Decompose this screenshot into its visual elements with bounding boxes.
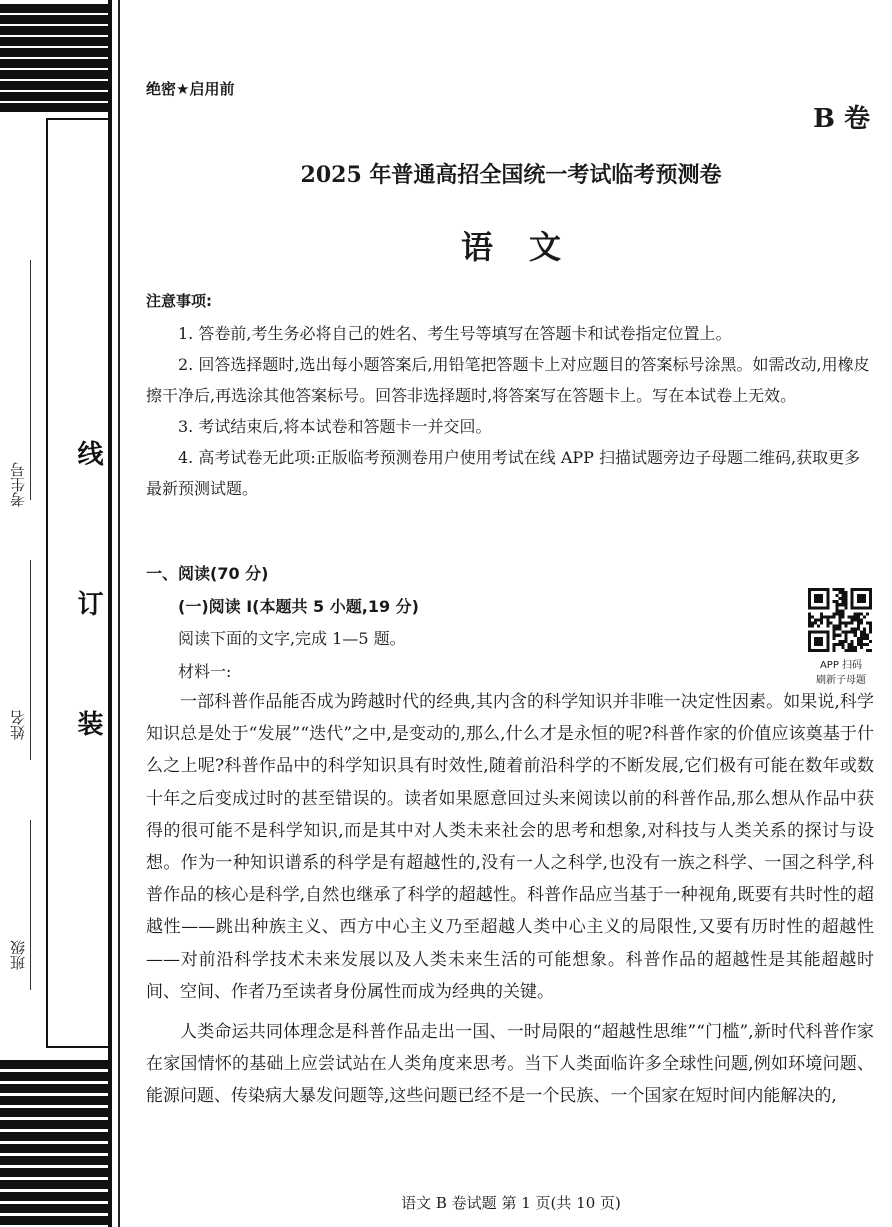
cut-mark-xian: 线 xyxy=(73,440,103,466)
binding-stripe xyxy=(0,1180,108,1189)
binding-stripe xyxy=(0,1156,108,1165)
binding-stripe xyxy=(0,1144,108,1153)
binding-stripe xyxy=(0,4,108,13)
qr-code-icon[interactable] xyxy=(808,588,872,652)
binding-box-left xyxy=(46,118,48,1048)
notice-item: 4. 高考试卷无此项:正版临考预测卷用户使用考试在线 APP 扫描试题旁边子母题二维码,获取更多最新预测试题。 xyxy=(146,448,861,498)
notice-heading: 注意事项: xyxy=(146,292,212,310)
exam-no-line xyxy=(30,260,31,500)
binding-stripe xyxy=(0,1204,108,1213)
binding-stripe xyxy=(0,15,110,24)
cut-mark-zhuang: 装 xyxy=(73,710,103,736)
name-line xyxy=(30,560,31,760)
passage xyxy=(146,686,874,1113)
passage-paragraph: 人类命运共同体理念是科普作品走出一国、一时局限的“超越性思维”“门槛”,新时代科普作家在家国情怀的基础上应尝试站在人类角度来思考。当下人类面临许多全球性问题,例如环境问题、能源问题、传染病大暴发问题等,这些问题已经不是一个民族、一个国家在短时间内能解决的, xyxy=(146,1022,874,1107)
binding-stripe xyxy=(0,92,108,101)
binding-stripe xyxy=(0,1120,108,1129)
qr-caption-1: APP 扫码 xyxy=(819,660,863,671)
binding-stripe xyxy=(0,1096,108,1105)
passage-paragraph: 一部科普作品能否成为跨越时代的经典,其内含的科学知识并非唯一决定性因素。如果说,科学知识总是处于“发展”“迭代”之中,是变动的,那么,什么才是永恒的呢?科普作家的价值应该奠基于什么之上呢?科普作品中的科学知识具有时效性,随着前沿科学的不断发展,它们极有可能在数年或数十年之后变成过时的甚至错误的。读者如果愿意回过头来阅读以前的科普作品,那么想从作品中获得的很可能不是科学知识,而是其中对人类未来社会的思考和想象,对科技与人类关系的探讨与设想。作为一种知识谱系的科学是有超越性的,没有一人之科学,也没有一族之科学、一国之科学,科普作品的核心是科学,自然也继承了科学的超越性。科普作品应当基于一种视角,既要有共时性的超越性——跳出种族主义、西方中心主义乃至超越人类中心主义的局限性,又要有历时性的超越性——对前沿科学技术未来发展以及人类未来生活的可能想象。科普作品的超越性是其能超越时间、空间、作者乃至读者身份属性而成为经典的关键。 xyxy=(146,692,874,1002)
material-label: 材料一: xyxy=(178,662,232,681)
exam-page xyxy=(146,0,876,1227)
binding-stripe xyxy=(0,1060,108,1069)
subject-title: 语文 xyxy=(460,228,597,266)
name-label: 姓名 xyxy=(10,710,27,740)
binding-stripe xyxy=(0,1216,108,1225)
exam-no-label: 考生号 xyxy=(10,462,27,507)
notice-list xyxy=(146,318,874,504)
binding-box-bottom xyxy=(46,1046,108,1048)
notice-item: 1. 答卷前,考生务必将自己的姓名、考生号等填写在答题卡和试卷指定位置上。 xyxy=(178,324,732,343)
binding-stripe xyxy=(0,103,110,112)
exam-title: 2025 年普通高招全国统一考试临考预测卷 xyxy=(300,162,722,188)
binding-stripe xyxy=(0,70,108,79)
binding-stripe xyxy=(0,1084,108,1093)
binding-stripe xyxy=(0,1192,108,1201)
binding-stripe xyxy=(0,1168,108,1177)
qr-caption-2: 刷新子母题 xyxy=(816,675,866,686)
class-line xyxy=(30,820,31,990)
cut-mark-ding: 订 xyxy=(73,590,103,616)
notice-item: 2. 回答选择题时,选出每小题答案后,用铅笔把答题卡上对应题目的答案标号涂黑。如需改动,用橡皮擦干净后,再选涂其他答案标号。回答非选择题时,将答案写在答题卡上。写在本试卷上无效。 xyxy=(146,355,870,405)
section-heading: 一、阅读(70 分) xyxy=(146,564,269,583)
notice-item: 3. 考试结束后,将本试卷和答题卡一并交回。 xyxy=(178,417,492,436)
binding-stripe xyxy=(0,37,110,46)
confidential-label: 绝密★启用前 xyxy=(146,80,235,98)
binding-stripe xyxy=(0,59,110,68)
binding-margin xyxy=(0,0,120,1227)
binding-stripe xyxy=(0,1132,108,1141)
page-footer: 语文 B 卷试题 第 1 页(共 10 页) xyxy=(401,1194,621,1212)
binding-stripe xyxy=(0,81,110,90)
binding-stripe xyxy=(0,1072,108,1081)
class-label: 班级 xyxy=(10,940,27,970)
binding-box-top xyxy=(46,118,108,120)
volume-label: B 卷 xyxy=(812,104,870,134)
subsection-heading: (一)阅读 I(本题共 5 小题,19 分) xyxy=(178,597,419,616)
binding-stripe xyxy=(0,1108,108,1117)
binding-edge-line xyxy=(108,0,112,1227)
binding-stripe xyxy=(0,26,108,35)
reading-instruction: 阅读下面的文字,完成 1—5 题。 xyxy=(178,629,406,648)
binding-stripe xyxy=(0,48,108,57)
